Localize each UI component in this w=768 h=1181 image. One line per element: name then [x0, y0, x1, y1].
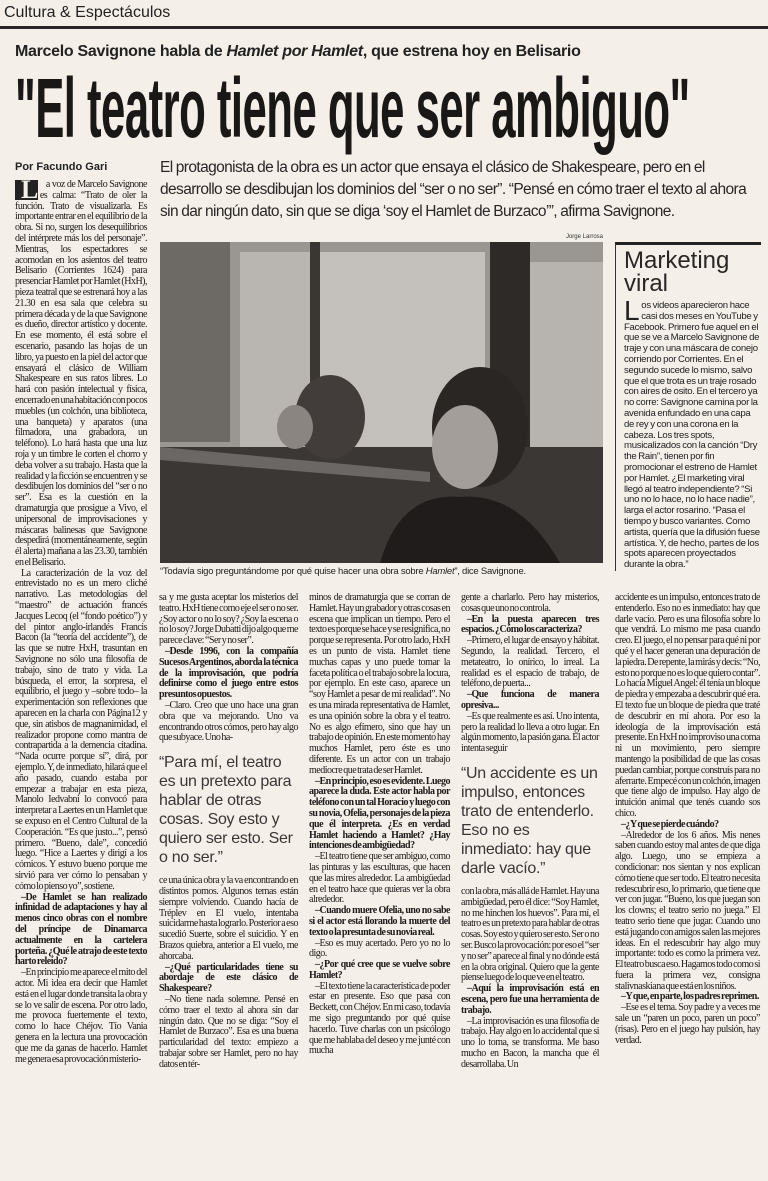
article-column-3: [309, 593, 450, 1057]
paragraph-continued: minos de dramaturgia que se corran de Hamlet. Hay un grabador y otras cosas en escena que implican un tiempo. Pero el texto es porque se hace y se resignifica, no porque se representa. Por otro lado, HxH es un punto de vista. Hamlet tiene muchas capas y uno puede tomar la faceta política o el trabajo sobre la locura, por ejemplo. En este caso, aparece un “soy Hamlet a pesar de mi realidad”. No es una mirada representativa de Hamlet, es una opinión sobre la obra y el teatro. No es algo efímero, sino que hay un trabajo de opinión. En este momento hay muchos Hamlet, pero éste es uno diferente. Es un actor con un trabajo mediocre que trata de ser Hamlet.: [309, 592, 450, 776]
caption-text-end: ”, dice Savignone.: [454, 566, 526, 577]
pull-quote: “Para mí, el teatro es un pretexto para hablar de otras cosas. Soy esto y quiero ser esto. Ser o no ser.”: [159, 754, 293, 867]
photo-caption: [160, 566, 603, 577]
caption-text: “Todavía sigo preguntándome por qué quise hacer una obra sobre: [160, 566, 426, 577]
lead-paragraph: La voz de Marcelo Savignone es calma: “Trato de oler la función. Trato de visualizarla. Es importante entrar en el equilibrio de la obra. Si no, surgen los desequilibrios del intérprete más los del personaje”. Mientras, los espectadores se acomodan en los asientos del teatro Belisario (Corrientes 1624) para presenciar Hamlet por Hamlet (HxH), pieza teatral que se estrenará hoy a las 21.30 en esa sala que celebra su primera década y de la que Savignone es dueño, director artístico y docente. En ese momento, él está sobre el escenario, pasando las hojas de un libro, ya puesto en la piel del actor que ensayará el clásico de William Shakespeare en sus ratos libres. Lo hará con pasión intelectual y física, encerrado en una habitación con pocos muebles (un colchón, una biblioteca, una banqueta) y aparatos (una filmadora, una grabadora, un teléfono). Lo hará hasta que una luz roja y un timbre le corten el chorro y deba volver a su trabajo. Hasta que la realidad y la ficción se encuentren y se desdibujen los dominios del “ser o no ser”. Esa es la cuestión en la dramaturgia que prosigue a Vivo, el unipersonal de improvisaciones y máscaras balinesas que Savignone despedirá (momentáneamente, según él alerta) mañana a las 23.30, también en el Belisario.: [15, 175, 147, 568]
paragraph: La caracterización de la voz del entrevistado no es un mero cliché narrativo. Las metodologías del “maestro” de actuación francés Jacques Lecoq (el “fondo poético”) y del pintor anglo-irlandés Francis Bacon (la “teoría del accidente”), de las que se nutre HxH, trasuntan en Savignone no sólo una filosofía de trabajo, sino de trato y vida. La búsqueda, el error, la sorpresa, el equilibrio, el juego y –sobre todo– la experimentación son reflexiones que aparecen en la charla con Página12 y que, sin atisbos de magnanimidad, el realizador propone como mantra de contrapartida a la demencia citadina. “Nada ocurre porque sí”, dirá, por ejemplo. Y, de inmediato, hilará que el año pasado, cuando estaba por empezar a trabajar en esta pieza, Manolo Iedvabni lo convocó para interpretar a Laertes en un Hamlet que se expuso en el Centro Cultural de la Cooperación. “Es que justo...”, pensó primero. “Bueno, dale”, concedió luego. “Hice a Laertes y dirigí a los cómicos. Y estuvo bueno porque me sirvió para ver cómo lo pensaban y cómo lo pienso yo”, sostiene.: [15, 567, 147, 892]
paragraph: –Claro. Creo que uno hace una gran obra que va mejorando. Uno va encontrando otros cómos, pero hay algo que subyace. Uno ha-: [159, 699, 298, 744]
paragraph-continued: ce una única obra y la va encontrando en distintos pomos. Algunos temas están siempre volviendo. Cuando hacía de Tréplev en El vuelo, intentaba suicidarme hasta lograrlo. Posterior a eso sucedió Suerte, sobre el suicidio. Y en Brazos quiebra, anterior a El vuelo, me ahorcaba.: [159, 875, 298, 962]
sidebar-body: Los videos aparecieron hace casi dos meses en YouTube y Facebook. Primero fue aquel en el que se ve a Marcelo Savignone de traje y con una máscara de conejo corriendo por Corrientes. En el segundo sucede lo mismo, salvo que el que trota es un traje rosado con aires de osito. En el tercero ya no corre: Savignone camina por la avenida enfundado en una capa de rey y con una corona en la cabeza. Los tres spots, musicalizados con la canción “Dry the Rain”, tienen por fin promocionar el estreno de Hamlet por Hamlet. ¿El marketing viral llegó al teatro independiente? “Si uno no lo hace, no lo hace nadie”, larga el actor rosarino. “Pasa el tiempo y busco variantes. Como artista, quería que la difusión fuese artística. Y, de hecho, partes de los spots aparecen proyectados durante la obra.”: [624, 295, 760, 571]
article-photo: [160, 242, 603, 563]
byline: Por Facundo Gari: [15, 161, 108, 173]
paragraph: –Eso es muy acertado. Pero yo no lo digo.: [309, 937, 450, 960]
interview-question: –Cuando muere Ofelia, uno no sabe si el actor está llorando la muerte del texto o la presunta de su novia real.: [309, 905, 450, 938]
caption-title: Hamlet: [425, 566, 455, 577]
interview-question: –Desde 1996, con la compañía Sucesos Argentinos, aborda la técnica de la improvisación, que podría definirse como el juego entre estos presuntos opuestos.: [159, 645, 298, 701]
kicker-text-end: , que estrena hoy en Belisario: [362, 43, 581, 60]
paragraph: –No tiene nada solemne. Pensé en cómo traer el texto al ahora sin dar ningún dato. Que no se diga: “Soy el Hamlet de Burzaco”. Esa es una buena particularidad del texto: empiezo a trabajar sobre ser Hamlet, pero no hay datos en tér-: [159, 993, 298, 1070]
sidebar-box: [615, 242, 761, 571]
paragraph-continued: con la obra, más allá de Hamlet. Hay una ambigüedad, pero él dice: “Soy Hamlet, no me hinchen los huevos”. Para mí, el teatro es un pretexto para hablar de otras cosas. Soy esto y quiero ser esto. Ser o no ser. Busco la provocación: por eso el “ser y no ser” aparece al final y no dónde está en la obra original. Quiero que la gente piense luego de lo que ve en el teatro.: [461, 885, 599, 984]
interview-question: –Y que, en parte, los padres reprimen.: [621, 991, 759, 1003]
paragraph: –Ese es el tema. Soy padre y a veces me sale un “paren un poco, paren un poco” (risas). Pero en el juego hay pulsión, hay verdad.: [615, 1002, 760, 1046]
interview-question: –En principio, eso es evidente. Luego aparece la duda. Este actor habla por teléfono con un tal Horacio y luego con su novia, Ofelia, personajes de la pieza que él interpreta. ¿Es en verdad Hamlet haciendo a Hamlet? ¿Hay intenciones de ambigüedad?: [309, 775, 450, 852]
paragraph-continued: sa y me gusta aceptar los misterios del teatro. HxH tiene como eje el ser o no ser. ¿Soy actor o no lo soy? ¿Soy la escena o no lo soy? Jorge Dubatti dijo algo que me parece clave: “Ser y no ser”.: [159, 592, 298, 647]
paragraph: –En principio me aparece el mito del actor. Mi idea era decir que Hamlet está en el lugar donde transita la obra y se lo ve salir de escena. Por otro lado, me provoca fuertemente el texto, como lo hace Chéjov. Tío Vania genera en la lectura una provocación que me da ganas de hacerlo. Hamlet me genera esa provocación misterio-: [15, 967, 147, 1065]
paragraph: –Alrededor de los 6 años. Mis nenes saben cuando estoy mal antes de que diga algo. Luego, uno se empieza a condicionar: nos sientan y nos explican cómo tiene que ser todo. El teatro necesita redescubrir eso, lo primario, que tiene que ver con jugar. “Bueno, los que juegan son los clowns; el teatro serio no juega.” El teatro serio tiene que jugar. Cuando uno está jugando con amigos salen las mejores ideas. En el redescubrir hay algo muy importante: todo es como la primera vez. El teatro busca eso. Hagamos todo como si fuera la primera vez, consigna stalivnaskiana que está en los niños.: [615, 829, 760, 992]
article-column-2: [159, 593, 298, 1071]
kicker: [15, 43, 581, 61]
paragraph-continued: accidente es un impulso, entonces trato de entenderlo. Eso no es inmediato: hay que darle vacío. Pero es una filosofía sobre lo que vendrá. Lo mismo me pasa cuando creo. El juego, el no pensar para qué ni por qué y el hacer generan una depuración de la piedra. De repente, la mirás y decís: “No, esto no porque no es lo que quiero contar”. Lo hacía Miguel Angel: él tenía un bloque de piedra y empezaba a descubrir qué era. El texto fue un bloque de piedra que traté de descubrir en mí ahora. Por eso la ideología de la improvisación está presente. En HxH no improviso una coma ni un movimiento, pero siempre mantengo la posibilidad de que las cosas puedan cambiar, porque construís para no aferrarte. Empecé con un colchón, imagen que tiene algo de impulso. Hay algo de intuición animal que tenés cuando sos chico.: [615, 592, 760, 819]
sidebar-title: Marketing viral: [624, 247, 730, 297]
interview-question: –¿Qué particularidades tiene su abordaje de este clásico de Shakespeare?: [159, 961, 298, 995]
headline: "El teatro tiene que ser ambiguo": [15, 61, 690, 155]
article-column-1: [15, 175, 147, 1065]
interview-question: –En la puesta aparecen tres espacios. ¿Cómo los caracteriza?: [461, 613, 599, 636]
section-rule: [0, 26, 768, 29]
paragraph: –El teatro tiene que ser ambiguo, como las pinturas y las esculturas, que hacen que las mires alrededor. La ambigüedad en el teatro hace que quieras ver la obra alrededor.: [309, 851, 450, 906]
interview-question: –¿Por qué cree que se vuelve sobre Hamlet?: [309, 959, 450, 981]
paragraph: –La improvisación es una filosofía de trabajo. Hay algo en lo accidental que si uno lo toma, se transforma. Me baso mucho en Bacon, la mancha que él desarrollaba. Un: [461, 1015, 599, 1070]
paragraph: –Es que realmente es así. Uno intenta, pero la realidad lo lleva a otro lugar. En algún momento, la pasión gana. El actor intenta seguir: [461, 710, 599, 755]
section-header: Cultura & Espectáculos: [4, 4, 171, 21]
lede: El protagonista de la obra es un actor que ensaya el clásico de Shakespeare, pero en el desarrollo se desdibujan los dominios del “ser o no ser”. “Pensé en cómo traer el texto al ahora sin dar ningún dato, sin que se diga ‘soy el Hamlet de Burzaco’”, afirma Savignone.: [160, 159, 747, 220]
photo-image: [160, 242, 603, 563]
paragraph-continued: gente a charlarlo. Pero hay misterios, cosas que uno no controla.: [461, 592, 599, 614]
photo-credit: Jorge Larrosa: [565, 234, 603, 240]
paragraph: –Primero, el lugar de ensayo y hábitat. Segundo, la realidad. Tercero, el metateatro, lo onírico, lo irreal. La realidad es el espacio de trabajo, de teléfono, de puerta...: [461, 635, 599, 690]
article-column-5: [615, 593, 760, 1046]
interview-question: –Que funciona de manera opresiva...: [461, 689, 599, 711]
interview-question: –De Hamlet se han realizado infinidad de adaptaciones y hay al menos cinco obras con el nombre del príncipe de Dinamarca actualmente en la cartelera porteña. ¿Qué le atrajo de este texto harto releído?: [15, 891, 147, 968]
article-column-4: [461, 593, 599, 1071]
pull-quote: “Un accidente es un impulso, entonces trato de entenderlo. Eso no es inmediato: hay que darle vacío.”: [461, 764, 598, 877]
interview-question: –¿Y que se pierde cuándo?: [621, 818, 719, 830]
kicker-title: Hamlet por Hamlet: [226, 43, 363, 60]
interview-question: –Aquí la improvisación está en escena, pero fue una herramienta de trabajo.: [461, 983, 599, 1016]
kicker-text: Marcelo Savignone habla de: [15, 43, 227, 60]
paragraph: –El texto tiene la característica de poder estar en presente. Eso que pasa con Beckett, con Chéjov. En mi caso, todavía me sigo preguntando por qué quise hacerlo. Tuve charlas con un psicólogo que me hablaba del deseo y me junté con mucha: [309, 980, 450, 1057]
